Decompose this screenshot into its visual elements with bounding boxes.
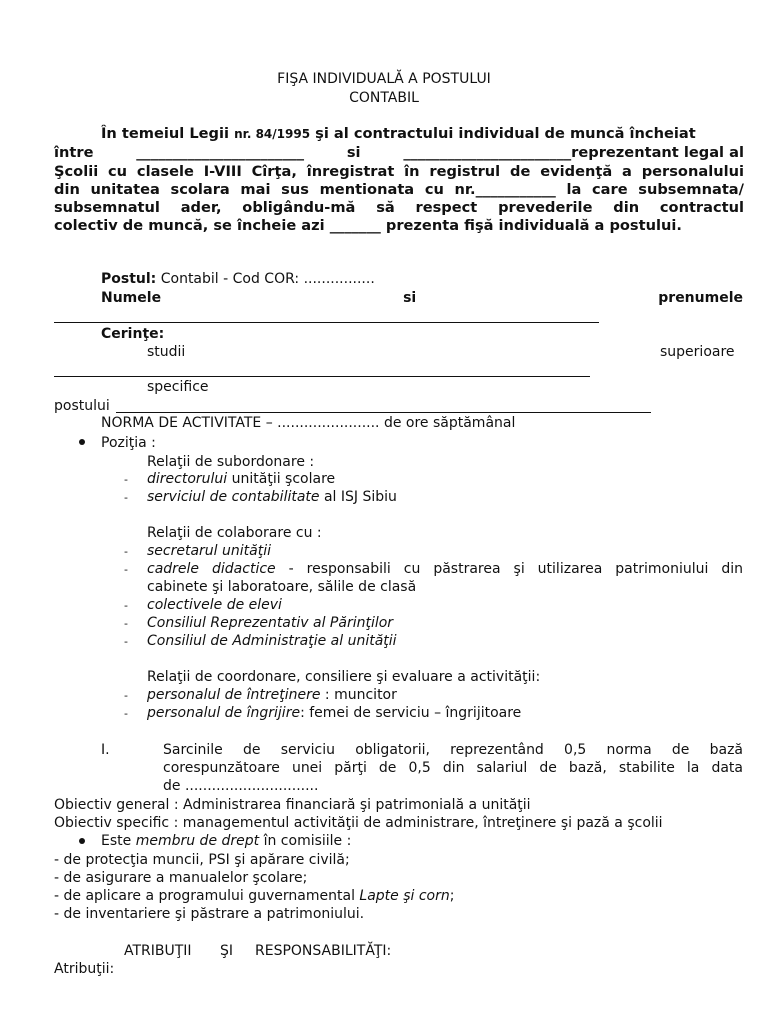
atributii-heading-b: ŞI bbox=[220, 943, 234, 959]
intro-line-4: din unitatea scolara mai sus mentionata cu nr.___________ la care subsemnata/ bbox=[54, 181, 744, 198]
title-line-2: CONTABIL bbox=[349, 90, 419, 106]
comisie-1: - de protecţia muncii, PSI şi apărare civilă; bbox=[54, 852, 350, 868]
obiectiv-specific: Obiectiv specific : managementul activităţii de administrare, întreţinere şi pază a şcolii bbox=[54, 815, 663, 831]
intro-line-3: Şcolii cu clasele I-VIII Cîrţa, înregistrat în registrul de evidenţă a personalului bbox=[54, 163, 744, 180]
comisie-3: - de aplicare a programului guvernamental Lapte şi corn; bbox=[54, 888, 455, 904]
dash-marker: - bbox=[124, 635, 128, 648]
colaborare-item-1: secretarul unităţii bbox=[147, 543, 271, 559]
dash-marker: - bbox=[124, 545, 128, 558]
subordonare-title: Relaţii de subordonare : bbox=[147, 454, 315, 470]
title-line-1: FIŞA INDIVIDUALĂ A POSTULUI bbox=[277, 71, 491, 87]
comisie-4: - de inventariere şi păstrare a patrimoniului. bbox=[54, 906, 365, 922]
specifice-label: specifice bbox=[147, 379, 209, 395]
obiectiv-general: Obiectiv general : Administrarea financiară şi patrimonială a unităţii bbox=[54, 797, 531, 813]
atributii-heading-a: ATRIBUŢII bbox=[124, 943, 192, 959]
dash-marker: - bbox=[124, 689, 128, 702]
comisie-2: - de asigurare a manualelor şcolare; bbox=[54, 870, 308, 886]
post-line: Postul: Contabil - Cod COR: ................ bbox=[101, 271, 375, 287]
superioare-label: superioare bbox=[660, 344, 735, 360]
studii-label: studii bbox=[147, 344, 186, 360]
pozitia-label: Poziţia : bbox=[101, 435, 156, 451]
colaborare-item-2-cont: cabinete şi laboratoare, sălile de clasă bbox=[147, 579, 417, 595]
coordonare-title: Relaţii de coordonare, consiliere şi evaluare a activităţii: bbox=[147, 669, 541, 685]
intro-line-5: subsemnatul ader, obligându-mă să respect prevederile din contractul bbox=[54, 199, 744, 216]
norma-line: NORMA DE ACTIVITATE – ....................... de ore săptămânal bbox=[101, 415, 516, 431]
dash-marker: - bbox=[124, 599, 128, 612]
colaborare-item-3: colectivele de elevi bbox=[147, 597, 282, 613]
bullet-icon bbox=[79, 838, 85, 844]
name-underline bbox=[54, 322, 599, 323]
intro-line-2: între _______________________ si _______________________reprezentant legal al bbox=[54, 144, 744, 161]
bullet-icon bbox=[79, 439, 85, 445]
coordonare-item-2: personalul de îngrijire: femei de serviciu – îngrijitoare bbox=[147, 705, 522, 721]
colaborare-title: Relaţii de colaborare cu : bbox=[147, 525, 322, 541]
requirements-label: Cerinţe: bbox=[101, 326, 165, 342]
studii-underline bbox=[54, 376, 590, 377]
subordonare-item-1: directorului unităţii şcolare bbox=[147, 471, 336, 487]
dash-marker: - bbox=[124, 617, 128, 630]
section-line-1: Sarcinile de serviciu obligatorii, reprezentând 0,5 norma de bază bbox=[163, 742, 743, 758]
dash-marker: - bbox=[124, 707, 128, 720]
section-number: I. bbox=[101, 742, 110, 758]
subordonare-item-2: serviciul de contabilitate al ISJ Sibiu bbox=[147, 489, 397, 505]
dash-marker: - bbox=[124, 491, 128, 504]
colaborare-item-5: Consiliul de Administraţie al unităţii bbox=[147, 633, 397, 649]
membru-line: Este membru de drept în comisiile : bbox=[101, 833, 352, 849]
section-line-2: corespunzătoare unei părţi de 0,5 din salariul de bază, stabilite la data bbox=[163, 760, 743, 776]
colaborare-item-2: cadrele didactice - responsabili cu păstrarea şi utilizarea patrimoniului din bbox=[147, 561, 743, 577]
postului-label: postului bbox=[54, 398, 110, 414]
colaborare-item-4: Consiliul Reprezentativ al Părinţilor bbox=[147, 615, 394, 631]
dash-marker: - bbox=[124, 473, 128, 486]
coordonare-item-1: personalul de întreţinere : muncitor bbox=[147, 687, 397, 703]
intro-line-1: În temeiul Legii nr. 84/1995 şi al contractului individual de muncă încheiat bbox=[101, 125, 696, 142]
section-line-3: de .............................. bbox=[163, 778, 319, 794]
atributii-heading-c: RESPONSABILITĂŢI: bbox=[255, 943, 392, 959]
postului-underline bbox=[116, 412, 651, 413]
intro-line-6: colectiv de muncă, se încheie azi _______ prezenta fişă individuală a postului. bbox=[54, 217, 682, 234]
dash-marker: - bbox=[124, 563, 128, 576]
name-line: Numele si prenumele bbox=[101, 290, 743, 306]
atributii-label: Atribuţii: bbox=[54, 961, 115, 977]
